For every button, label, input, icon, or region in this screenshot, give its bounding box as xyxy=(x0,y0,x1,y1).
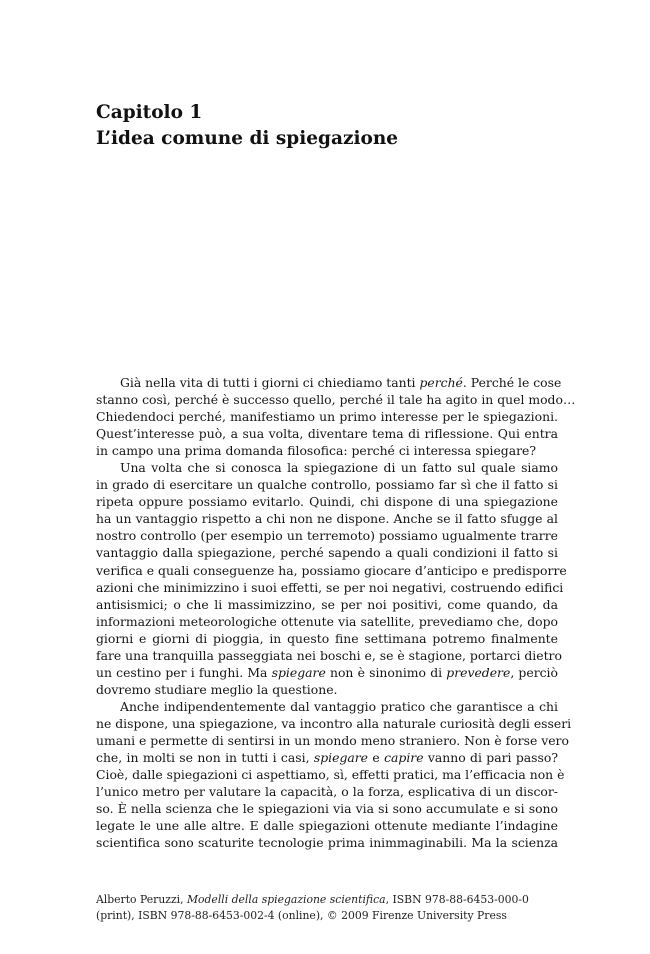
text-line xyxy=(96,766,565,783)
text-segment: e xyxy=(368,750,385,766)
text-line xyxy=(96,493,558,510)
footer-author: Alberto Peruzzi, xyxy=(96,893,187,906)
text-line xyxy=(96,459,558,476)
italic-term: perché xyxy=(419,375,463,390)
text-segment: antisismici; o che li massimizzino, se per noi positivi, come quando, da xyxy=(96,596,558,612)
text-line xyxy=(96,425,558,442)
text-segment: ne dispone, una spiegazione, va incontro alla naturale curiosità degli esseri xyxy=(96,715,572,731)
text-line xyxy=(96,749,558,766)
text-segment: non è sinonimo di xyxy=(325,664,447,680)
footer-book-title: Modelli della spiegazione scientifica xyxy=(186,893,386,906)
text-segment: fare una tranquilla passeggiata nei boschi e, se è stagione, portarci dietro xyxy=(96,647,562,663)
text-segment: legate le une alle altre. E dalle spiegazioni ottenute mediante l’indagine xyxy=(96,818,558,834)
text-segment: Anche indipendentemente dal vantaggio pratico che garantisce a chi xyxy=(120,698,558,714)
text-segment: Già nella vita di tutti i giorni ci chiediamo tanti xyxy=(120,375,420,390)
text-line xyxy=(96,681,558,698)
italic-term: spiegare xyxy=(271,664,326,680)
text-segment: Chiedendoci perché, manifestiamo un primo interesse per le spiegazioni. xyxy=(96,409,558,425)
text-line xyxy=(96,698,558,715)
text-segment: giorni e giorni di pioggia, in questo fine settimana potremo finalmente xyxy=(96,630,558,646)
text-line xyxy=(96,544,558,561)
text-line xyxy=(96,647,562,664)
text-segment: ripeta oppure possiamo evitarlo. Quindi, chi dispone di una spiegazione xyxy=(96,494,558,510)
text-segment: , perciò xyxy=(510,664,558,680)
text-segment: un cestino per i funghi. Ma xyxy=(96,664,272,680)
text-line xyxy=(96,817,558,834)
text-segment: Una volta che si conosca la spiegazione di un fatto sul quale siamo xyxy=(120,460,558,476)
footer-line-1 xyxy=(96,892,558,908)
text-segment: Quest’interesse può, a sua volta, diventare tema di riflessione. Qui entra xyxy=(96,426,558,442)
text-segment: Cioè, dalle spiegazioni ci aspettiamo, sì, effetti pratici, ma l’efficacia non è xyxy=(96,767,565,783)
footer-isbn-print: , ISBN 978-88-6453-000-0 xyxy=(385,893,529,906)
text-segment: scientifica sono scaturite tecnologie prima inimmaginabili. Ma la scienza xyxy=(96,835,558,851)
text-segment: l’unico metro per valutare la capacità, o la forza, esplicativa di un discor- xyxy=(96,784,558,800)
text-line xyxy=(96,391,576,408)
text-line xyxy=(96,562,567,579)
text-line xyxy=(96,408,558,425)
text-segment: vanno di pari passo? xyxy=(423,750,558,766)
text-segment: dovremo studiare meglio la questione. xyxy=(96,681,338,697)
text-segment: vantaggio dalla spiegazione, perché sapendo a quali condizioni il fatto si xyxy=(96,545,558,561)
text-segment: so. È nella scienza che le spiegazioni via via si sono accumulate e si sono xyxy=(96,801,558,817)
text-line xyxy=(96,596,558,613)
text-segment: verifica e quali conseguenze ha, possiamo giocare d’anticipo e predisporre xyxy=(96,562,567,578)
chapter-title: L’idea comune di spiegazione xyxy=(96,128,399,149)
text-segment: ha un vantaggio rispetto a chi non ne dispone. Anche se il fatto sfugge al xyxy=(96,511,558,527)
text-segment: . Perché le cose xyxy=(462,375,562,390)
text-line xyxy=(96,715,572,732)
chapter-number: Capitolo 1 xyxy=(96,102,203,123)
italic-term: spiegare xyxy=(313,750,369,766)
text-line xyxy=(96,510,558,527)
copyright-footer xyxy=(96,892,558,924)
text-segment: azioni che minimizzino i suoi effetti, se per noi negativi, costruendo edifici xyxy=(96,579,564,595)
body-text xyxy=(96,374,576,851)
text-segment: in campo una prima domanda filosofica: perché ci interessa spiegare? xyxy=(96,443,537,459)
footer-line-2: (print), ISBN 978-88-6453-002-4 (online), © 2009 Firenze University Press xyxy=(96,909,507,922)
chapter-heading xyxy=(96,100,556,152)
text-line xyxy=(96,834,558,851)
text-segment: umani e permette di sentirsi in un mondo meno straniero. Non è forse vero xyxy=(96,732,569,748)
text-line xyxy=(96,579,564,596)
text-line xyxy=(96,476,558,493)
text-segment: che, in molti se non in tutti i casi, xyxy=(96,750,314,766)
italic-term: capire xyxy=(384,750,424,766)
text-line xyxy=(96,732,569,749)
text-line xyxy=(96,527,558,544)
text-line xyxy=(96,800,558,817)
text-line xyxy=(96,630,558,647)
text-segment: nostro controllo (per esempio un terremoto) possiamo ugualmente trarre xyxy=(96,528,558,544)
text-line xyxy=(96,613,558,630)
text-line xyxy=(96,442,558,459)
text-segment: stanno così, perché è successo quello, perché il tale ha agito in quel modo… xyxy=(96,392,576,408)
text-segment: in grado di esercitare un qualche controllo, possiamo far sì che il fatto si xyxy=(96,477,558,493)
text-line xyxy=(96,374,562,391)
text-line xyxy=(96,783,558,800)
text-segment: informazioni meteorologiche ottenute via satellite, prevediamo che, dopo xyxy=(96,613,558,629)
text-line xyxy=(96,664,558,681)
italic-term: prevedere xyxy=(446,664,511,680)
